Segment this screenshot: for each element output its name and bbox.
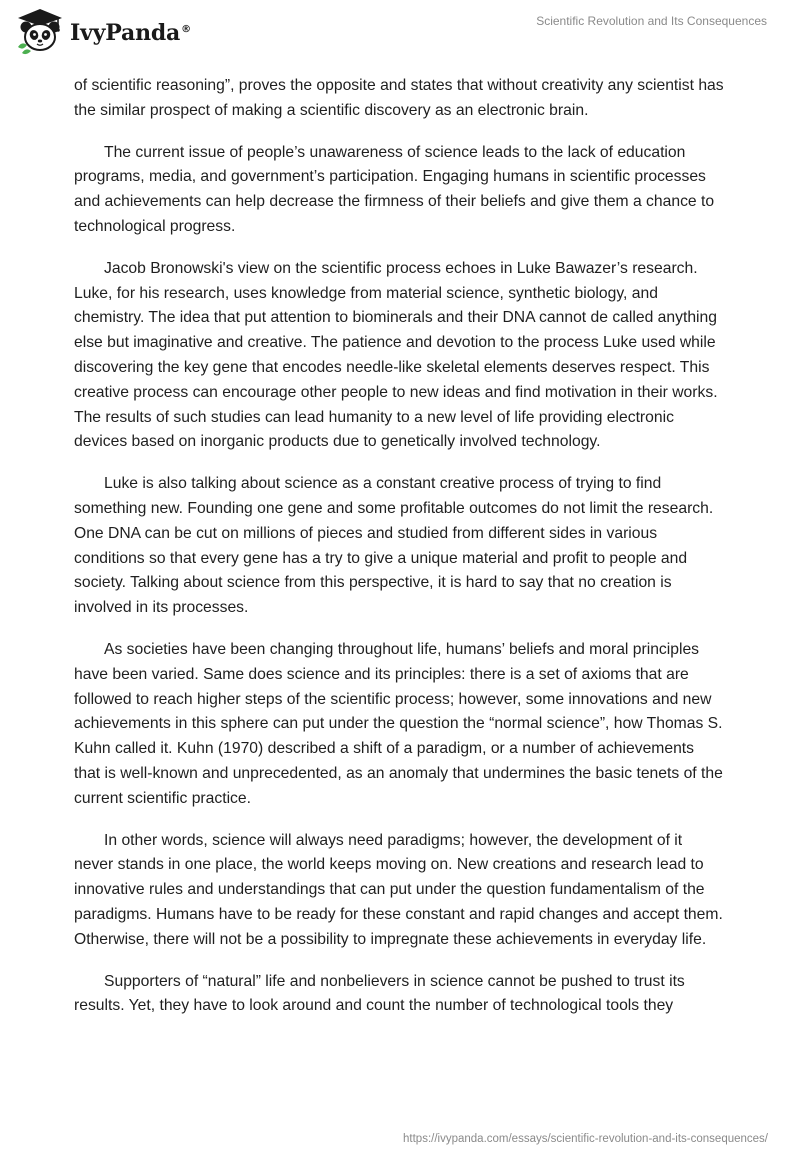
paragraph: In other words, science will always need paradigms; however, the development of it never stands in one place, the world keeps moving on. New creations and research lead to innovative rules and understandings that can put under the question fundamentalism of the paradigms. Humans have to be ready for these constant and rapid changes and accept them. Otherwise, there will not be a possibility to impregnate these achievements in everyday life. <box>74 831 723 948</box>
document-title: Scientific Revolution and Its Consequences <box>536 14 767 28</box>
paragraph: As societies have been changing throughout life, humans’ beliefs and moral principles have been varied. Same does science and its principles: there is a set of axioms that are followed to reach higher steps of the scientific process; however, some innovations and new achievements in this sphere can put under the question the “normal science”, how Thomas S. Kuhn called it. Kuhn (1970) described a shift of a paradigm, or a number of achievements that is well-known and unprecedented, as an anomaly that undermines the basic tenets of the current scientific practice. <box>74 640 723 807</box>
paragraph: Jacob Bronowski's view on the scientific process echoes in Luke Bawazer’s research. Luke, for his research, uses knowledge from material science, synthetic biology, and chemistry. The idea that put attention to biominerals and their DNA cannot de called anything else but imaginative and creative. The patience and devotion to the process Luke used while discovering the key gene that encodes needle-like skeletal elements deserves respect. This creative process can encourage other people to new ideas and find motivation in their works. The results of such studies can lead humanity to a new level of life providing electronic devices based on inorganic products due to genetically involved technology. <box>74 259 718 451</box>
paragraph: Supporters of “natural” life and nonbelievers in science cannot be pushed to trust its results. Yet, they have to look around and count the number of technological tools they <box>74 972 685 1015</box>
essay-body <box>74 74 724 1036</box>
paragraph: Luke is also talking about science as a constant creative process of trying to find something new. Founding one gene and some profitable outcomes do not limit the research. One DNA can be cut on millions of pieces and studied from different sides in various conditions so that every gene has a try to give a unique material and profit to people and society. Talking about science from this perspective, it is hard to say that no creation is involved in its processes. <box>74 475 714 617</box>
page-header <box>0 0 800 62</box>
registered-mark: ® <box>181 23 191 35</box>
source-url-link[interactable]: https://ivypanda.com/essays/scientific-revolution-and-its-consequences/ <box>403 1133 768 1145</box>
paragraph: The current issue of people’s unawareness of science leads to the lack of education programs, media, and government’s participation. Engaging humans in scientific processes and achievements can help decrease the firmness of their beliefs and give them a chance to technological progress. <box>74 143 715 235</box>
brand-name: IvyPanda® <box>70 20 191 46</box>
ivypanda-logo[interactable] <box>14 7 191 57</box>
panda-graduation-cap-icon <box>14 7 66 57</box>
paragraph: of scientific reasoning”, proves the opposite and states that without creativity any scientist has the similar prospect of making a scientific discovery as an electronic brain. <box>74 77 724 119</box>
